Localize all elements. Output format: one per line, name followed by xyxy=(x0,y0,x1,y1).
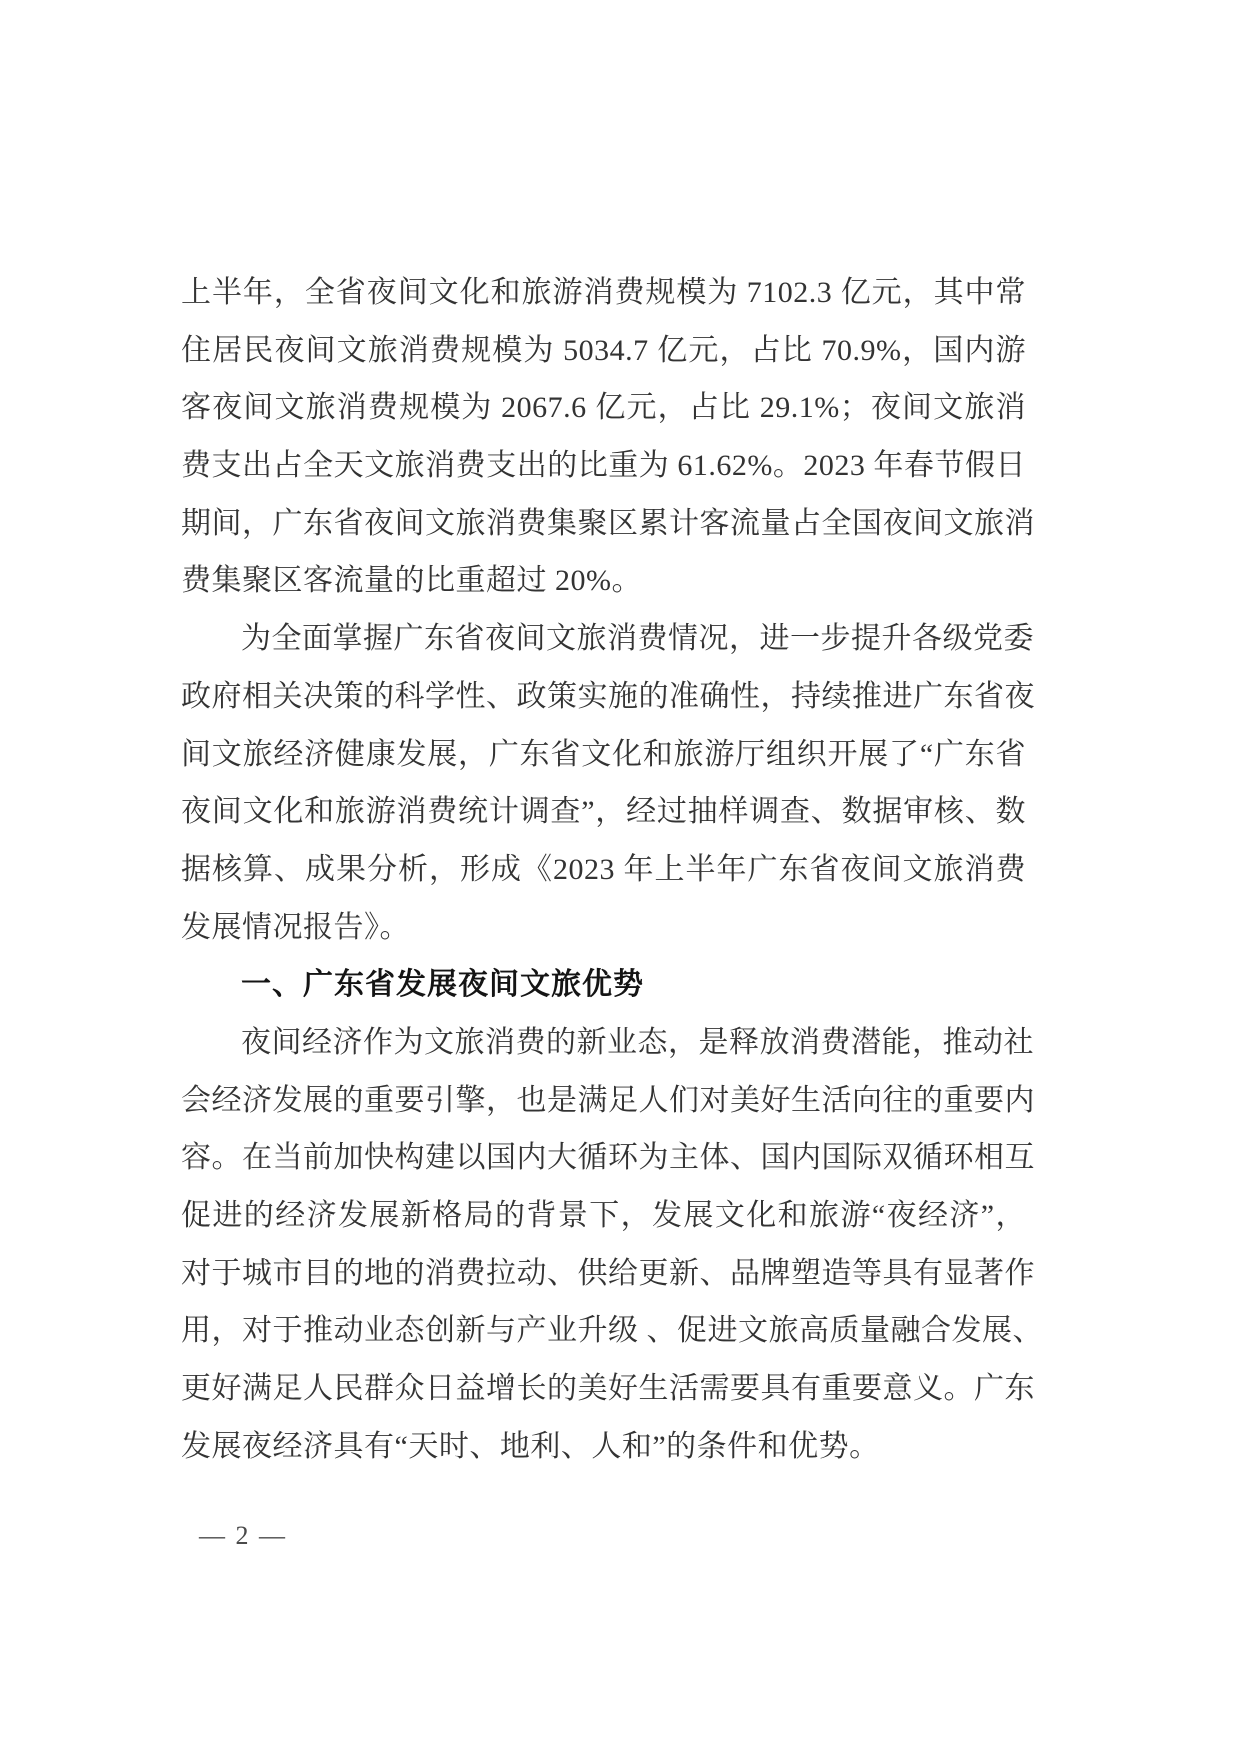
text-line: 夜间文化和旅游消费统计调查”，经过抽样调查、数据审核、数 xyxy=(181,795,1026,829)
text-line: 容。在当前加快构建以国内大循环为主体、国内国际双循环相互 xyxy=(181,1141,1035,1175)
text-line: 夜间经济作为文旅消费的新业态，是释放消费潜能，推动社 xyxy=(241,1025,1034,1059)
text-line: 为全面掌握广东省夜间文旅消费情况，进一步提升各级党委 xyxy=(241,622,1034,656)
text-line: 促进的经济发展新格局的背景下，发展文化和旅游“夜经济”， xyxy=(181,1199,1026,1232)
text-line: 费集聚区客流量的比重超过 20%。 xyxy=(181,564,642,598)
text-line: 更好满足人民群众日益增长的美好生活需要具有重要意义。广东 xyxy=(181,1372,1035,1406)
text-line: 据核算、成果分析，形成《2023 年上半年广东省夜间文旅消费 xyxy=(181,852,1026,886)
text-line: 费支出占全天文旅消费支出的比重为 61.62%。2023 年春节假日 xyxy=(181,449,1026,483)
text-line: 用，对于推动业态创新与产业升级 、促进文旅高质量融合发展、 xyxy=(181,1314,1043,1348)
text-line: 期间，广东省夜间文旅消费集聚区累计客流量占全国夜间文旅消 xyxy=(181,506,1035,540)
text-line: 政府相关决策的科学性、政策实施的准确性，持续推进广东省夜 xyxy=(181,679,1035,713)
text-line: 发展情况报告》。 xyxy=(181,910,410,944)
text-line: 发展夜经济具有“天时、地利、人和”的条件和优势。 xyxy=(181,1429,880,1463)
text-line: 上半年，全省夜间文化和旅游消费规模为 7102.3 亿元，其中常 xyxy=(181,276,1026,309)
text-line: 住居民夜间文旅消费规模为 5034.7 亿元，占比 70.9%，国内游 xyxy=(181,333,1026,367)
text-line: 对于城市目的地的消费拉动、供给更新、品牌塑造等具有显著作 xyxy=(181,1256,1035,1290)
text-line: 间文旅经济健康发展，广东省文化和旅游厅组织开展了“广东省 xyxy=(181,737,1026,771)
text-line: 会经济发展的重要引擎，也是满足人们对美好生活向往的重要内 xyxy=(181,1083,1035,1117)
section-heading: 一、广东省发展夜间文旅优势 xyxy=(241,968,644,1002)
text-line: 客夜间文旅消费规模为 2067.6 亿元，占比 29.1%；夜间文旅消 xyxy=(181,391,1026,425)
page-number: — 2 — xyxy=(199,1521,287,1550)
text-block xyxy=(181,264,1043,1475)
